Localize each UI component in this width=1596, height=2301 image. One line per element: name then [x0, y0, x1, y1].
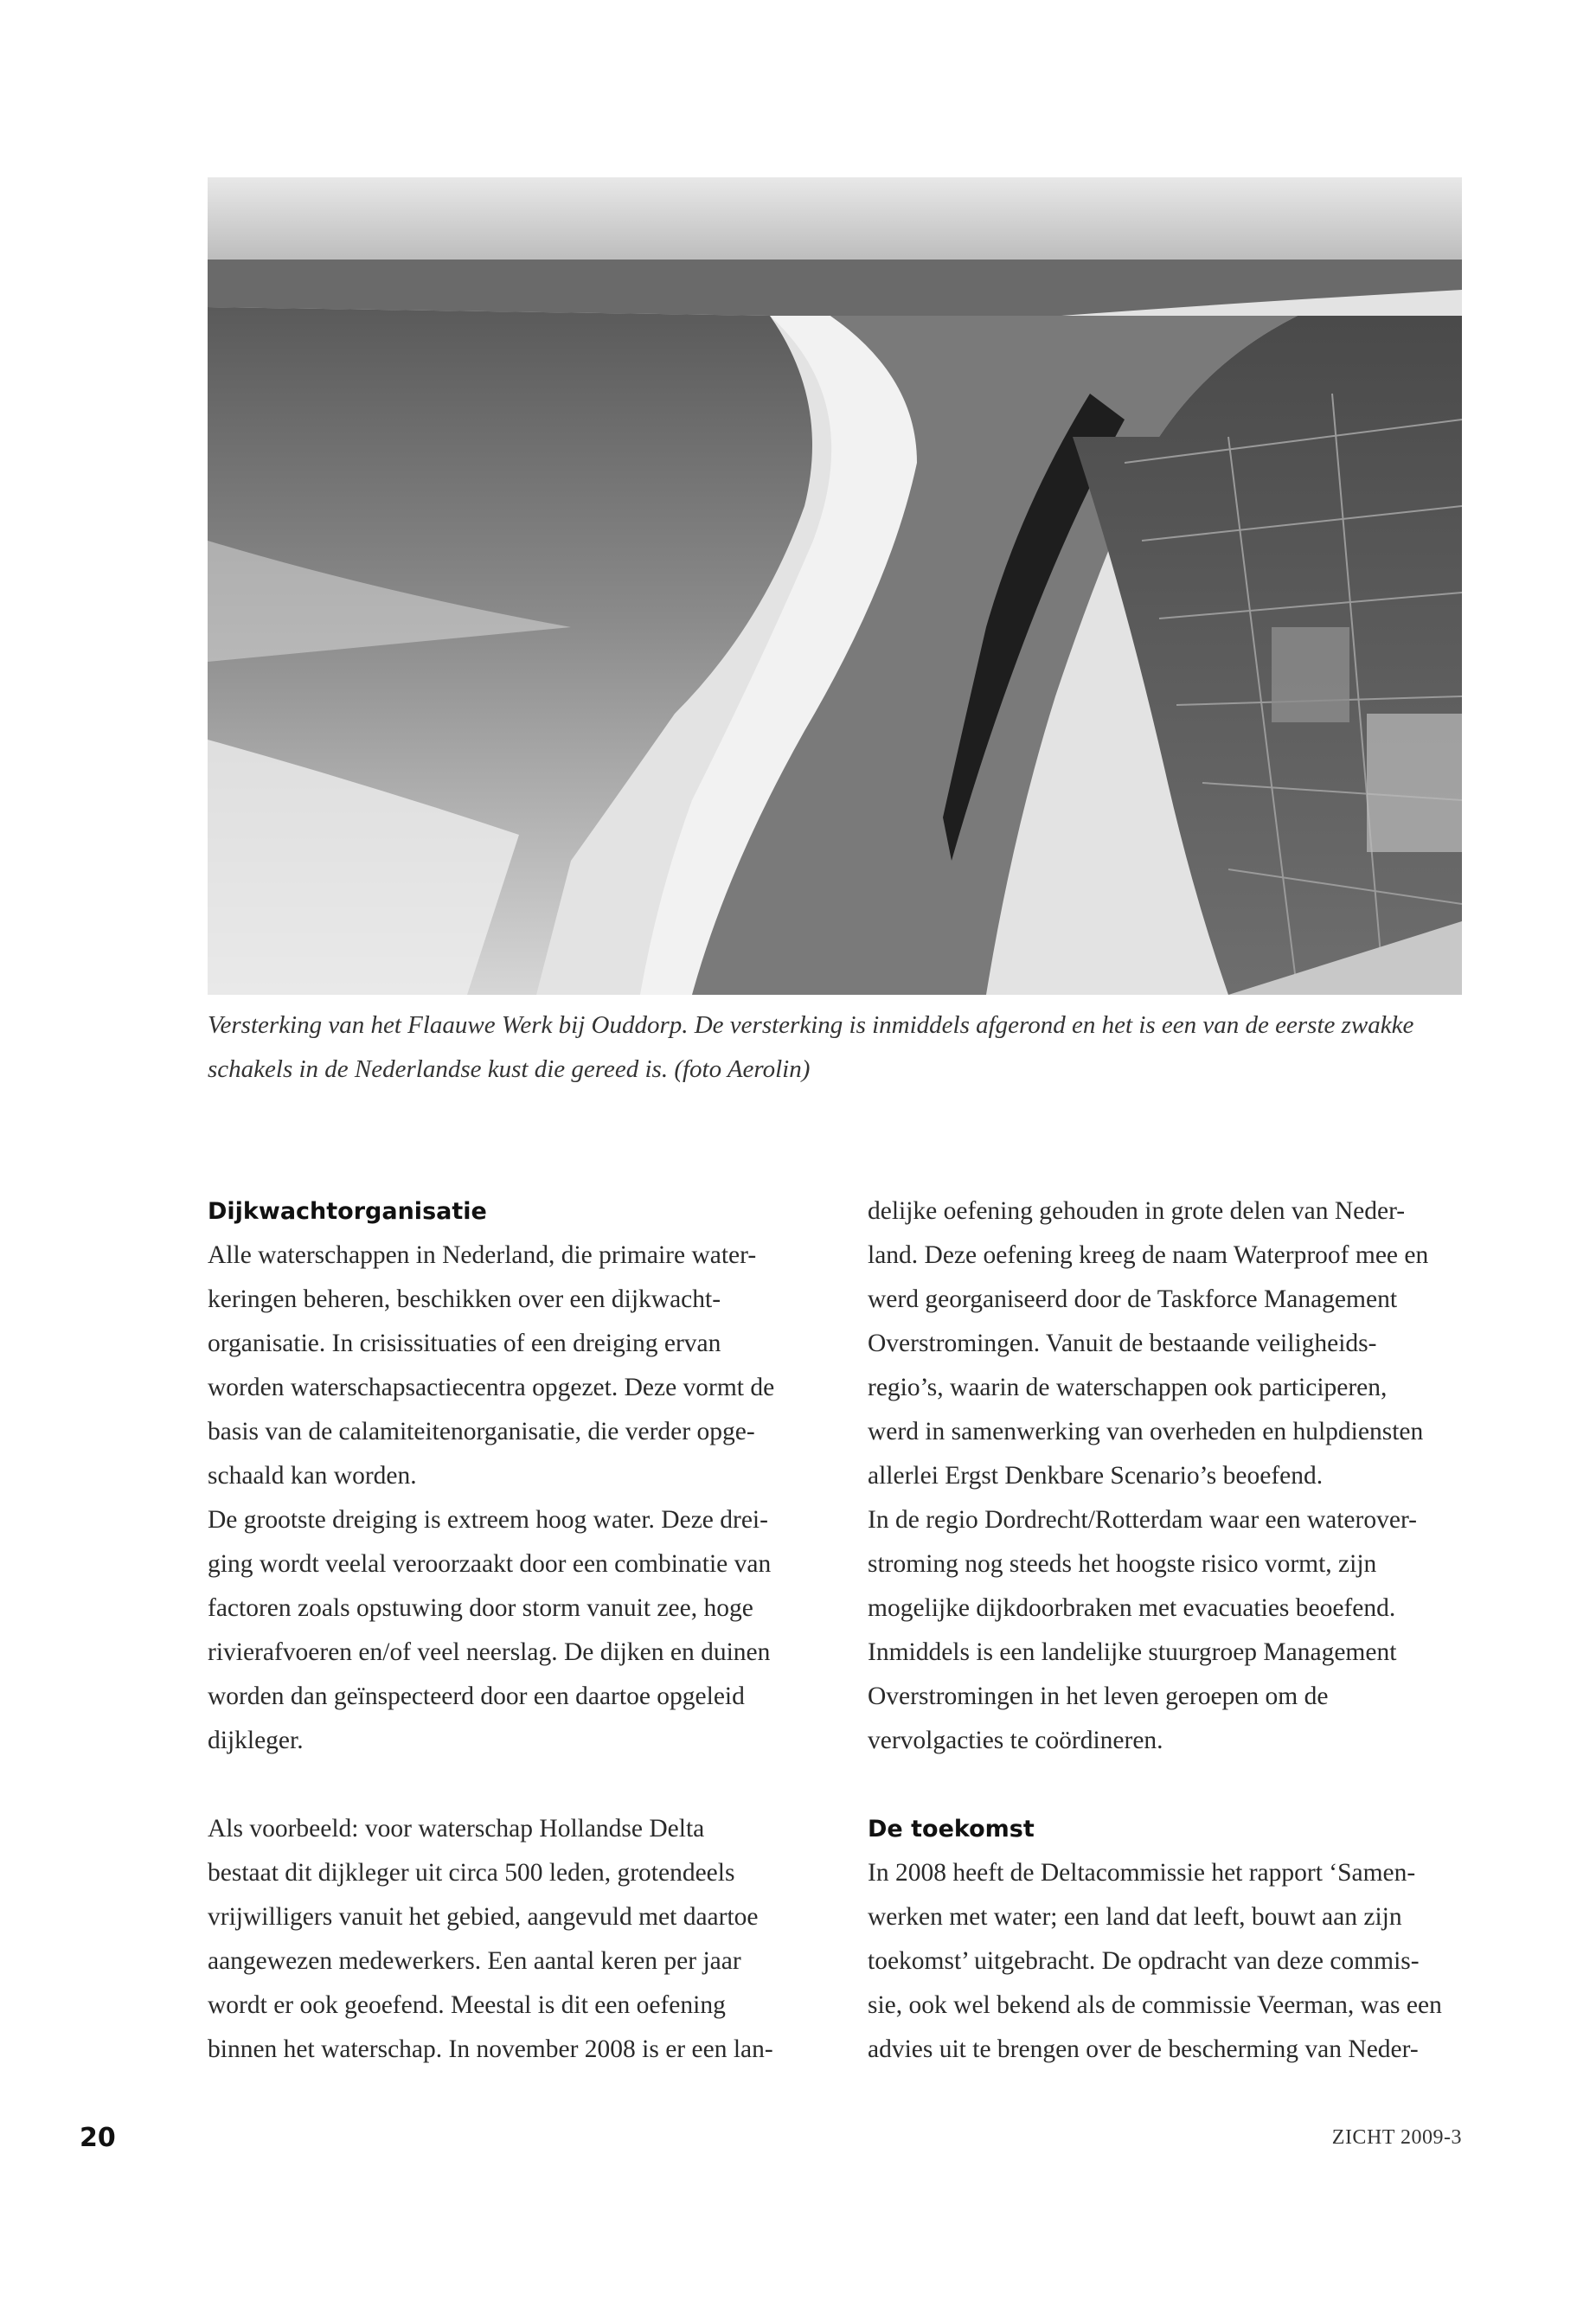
text-line: schaald kan worden.: [208, 1462, 417, 1490]
text-line: Als voorbeeld: voor waterschap Hollandse Delta: [208, 1815, 705, 1843]
text-line: vervolgacties te coördineren.: [868, 1727, 1163, 1754]
text-line: dijkleger.: [208, 1727, 304, 1754]
caption-line-1: Versterking van het Flaauwe Werk bij Ouddorp. De versterking is inmiddels afgerond en het is een van de eerste zwakke: [208, 1011, 1414, 1039]
aerial-photo: [208, 177, 1462, 995]
text-line: toekomst’ uitgebracht. De opdracht van deze commis-: [868, 1947, 1420, 1975]
text-line: Inmiddels is een landelijke stuurgroep Management: [868, 1638, 1397, 1666]
text-line: In 2008 heeft de Deltacommissie het rapport ‘Samen-: [868, 1859, 1416, 1887]
text-line: aangewezen medewerkers. Een aantal keren per jaar: [208, 1947, 741, 1975]
text-line: bestaat dit dijkleger uit circa 500 leden, grotendeels: [208, 1859, 735, 1887]
text-line: regio’s, waarin de waterschappen ook participeren,: [868, 1374, 1388, 1401]
aerial-photo-image: [208, 177, 1462, 995]
journal-issue: ZICHT 2009-3: [1331, 2126, 1462, 2149]
text-line: mogelijke dijkdoorbraken met evacuaties beoefend.: [868, 1594, 1396, 1622]
text-line: factoren zoals opstuwing door storm vanuit zee, hoge: [208, 1594, 753, 1622]
text-line: sie, ook wel bekend als de commissie Veerman, was een: [868, 1991, 1442, 2019]
text-line: rivierafvoeren en/of veel neerslag. De dijken en duinen: [208, 1638, 771, 1666]
text-line: stroming nog steeds het hoogste risico vormt, zijn: [868, 1550, 1377, 1578]
text-line: basis van de calamiteitenorganisatie, die verder opge-: [208, 1418, 755, 1445]
text-line: De grootste dreiging is extreem hoog water. Deze drei-: [208, 1506, 768, 1534]
text-line: keringen beheren, beschikken over een dijkwacht-: [208, 1285, 721, 1313]
text-line: ging wordt veelal veroorzaakt door een combinatie van: [208, 1550, 772, 1578]
text-line: delijke oefening gehouden in grote delen van Neder-: [868, 1197, 1406, 1225]
text-line: Overstromingen. Vanuit de bestaande veiligheids-: [868, 1330, 1377, 1357]
page-number: 20: [80, 2123, 116, 2153]
text-line: werken met water; een land dat leeft, bouwt aan zijn: [868, 1903, 1402, 1931]
text-line: werd in samenwerking van overheden en hulpdiensten: [868, 1418, 1424, 1445]
text-line: Overstromingen in het leven geroepen om de: [868, 1682, 1329, 1710]
text-line: vrijwilligers vanuit het gebied, aangevuld met daartoe: [208, 1903, 759, 1931]
section-heading-de-toekomst: De toekomst: [868, 1816, 1035, 1843]
text-line: Alle waterschappen in Nederland, die primaire water-: [208, 1241, 757, 1269]
section-heading-dijkwachtorganisatie: Dijkwachtorganisatie: [208, 1198, 487, 1225]
text-line: worden dan geïnspecteerd door een daartoe opgeleid: [208, 1682, 745, 1710]
text-line: werd georganiseerd door de Taskforce Management: [868, 1285, 1398, 1313]
photo-caption: [208, 1003, 1462, 1092]
text-line: organisatie. In crisissituaties of een dreiging ervan: [208, 1330, 721, 1357]
text-line: land. Deze oefening kreeg de naam Waterproof mee en: [868, 1241, 1429, 1269]
text-line: wordt er ook geoefend. Meestal is dit een oefening: [208, 1991, 726, 2019]
right-column: [868, 1189, 1473, 2072]
text-line: allerlei Ergst Denkbare Scenario’s beoefend.: [868, 1462, 1324, 1490]
caption-line-2: schakels in de Nederlandse kust die gereed is. (foto Aerolin): [208, 1055, 811, 1083]
text-line: In de regio Dordrecht/Rotterdam waar een waterover-: [868, 1506, 1417, 1534]
text-line: binnen het waterschap. In november 2008 is er een lan-: [208, 2035, 773, 2063]
text-line: worden waterschapsactiecentra opgezet. Deze vormt de: [208, 1374, 775, 1401]
text-line: advies uit te brengen over de bescherming van Neder-: [868, 2035, 1419, 2063]
left-column: [208, 1189, 813, 2072]
